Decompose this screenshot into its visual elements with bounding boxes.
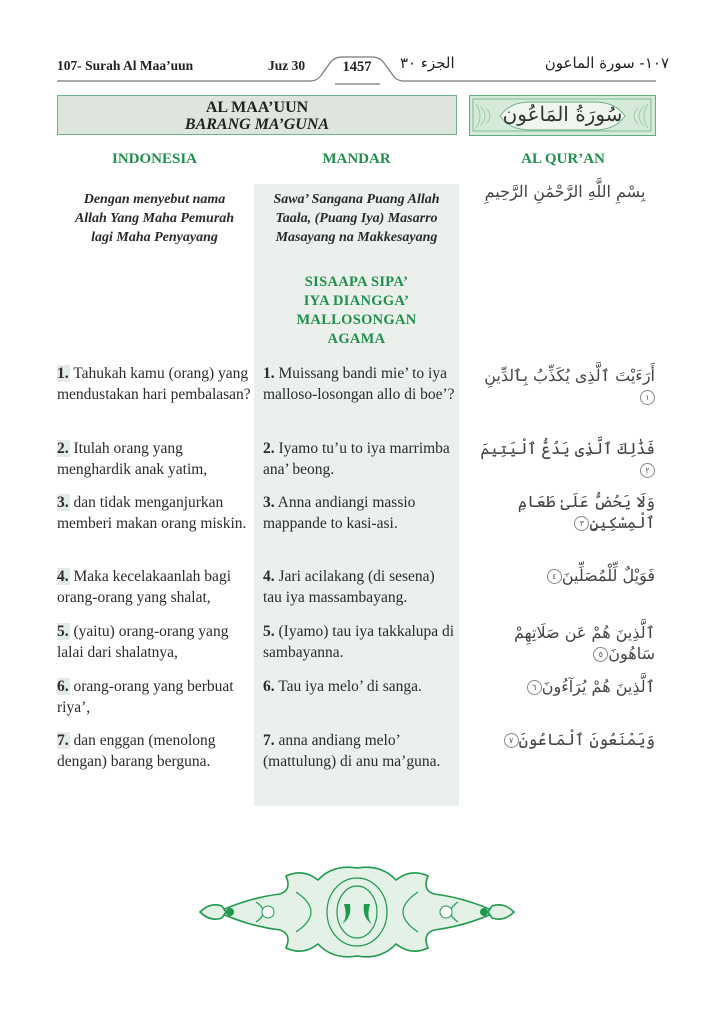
verse-text: وَلَا يَحُضُّ عَلَىٰ طَعَامِ ٱلْمِسْكِينِ	[517, 492, 655, 532]
ayah-number-icon: ٣	[574, 516, 589, 531]
floral-ornament-icon	[196, 862, 518, 962]
verse-mandar-1	[263, 364, 455, 405]
verse-text: وَيَمْنَعُونَ ٱلْمَاعُونَ	[518, 730, 655, 749]
title-box	[57, 95, 457, 135]
verse-number: 6.	[263, 678, 275, 695]
ayah-number-icon: ٧	[504, 733, 519, 748]
verse-mandar-4	[263, 567, 455, 608]
surah-subtitle: BARANG MA’GUNA	[184, 116, 330, 133]
verse-mandar-2	[263, 439, 455, 480]
verse-number: 5.	[263, 623, 275, 640]
verse-indonesia-7	[57, 731, 252, 772]
verse-number: 4.	[57, 568, 69, 585]
verse-indonesia-6	[57, 677, 252, 718]
verse-text: أَرَءَيْتَ ٱلَّذِى يُكَذِّبُ بِٱلدِّينِ	[484, 366, 655, 385]
verse-text: Tahukah kamu (orang) yang mendustakan hari pembalasan?	[57, 365, 251, 403]
surah-name-cartouche	[469, 95, 656, 136]
ayah-number-icon: ١	[640, 390, 655, 405]
verse-text: (yaitu) orang-orang yang lalai dari shalatnya,	[57, 623, 229, 661]
subheading-line: AGAMA	[327, 331, 386, 347]
surah-label: 107- Surah Al Maa’uun	[57, 58, 194, 73]
verse-number: 2.	[263, 440, 275, 457]
verse-text: فَذَٰلِكَ ٱلَّذِى يَدُعُّ ٱلْيَتِيمَ	[480, 439, 655, 458]
verse-indonesia-3	[57, 493, 252, 534]
verse-arabic-4	[470, 566, 655, 587]
verse-number: 1.	[57, 365, 69, 382]
verse-text: Jari acilakang (di sesena) tau iya massambayang.	[263, 568, 435, 606]
intro-line: Masayang na Makkesayang	[275, 230, 438, 245]
intro-line: Allah Yang Maha Pemurah	[74, 211, 235, 226]
verse-arabic-5	[470, 623, 655, 664]
verse-text: ٱلَّذِينَ هُمْ عَن صَلَاتِهِمْ سَاهُونَ	[514, 623, 655, 663]
basmala-mandar	[254, 190, 459, 247]
intro-line: Taala, (Puang Iya) Masarro	[275, 211, 438, 226]
verse-number: 1.	[263, 365, 275, 382]
verse-text: Iyamo tu’u to iya marrimba ana’ beong.	[263, 440, 450, 478]
ayah-number-icon: ٦	[527, 680, 542, 695]
verse-text: Itulah orang yang menghardik anak yatim,	[57, 440, 208, 478]
verse-mandar-5	[263, 622, 455, 663]
subheading-line: SISAAPA SIPA’	[304, 274, 409, 290]
basmala-indonesia	[57, 190, 252, 247]
verse-number: 7.	[57, 732, 69, 749]
verse-number: 4.	[263, 568, 275, 585]
verse-text: orang-orang yang berbuat riya’,	[57, 678, 234, 716]
ayah-number-icon: ٤	[547, 569, 562, 584]
verse-text: anna andiang melo’ (mattulung) di anu ma’guna.	[263, 732, 441, 770]
verse-arabic-7	[470, 730, 655, 751]
verse-text: dan tidak menganjurkan memberi makan orang miskin.	[57, 494, 247, 532]
verse-number: 7.	[263, 732, 275, 749]
verse-arabic-3	[470, 492, 655, 533]
verse-arabic-1	[470, 366, 655, 407]
verse-number: 3.	[57, 494, 69, 511]
intro-line: Dengan menyebut nama	[83, 192, 226, 207]
surah-title: AL MAA’UUN	[205, 99, 309, 116]
verse-text: فَوَيْلٌ لِّلْمُصَلِّينَ	[561, 566, 655, 585]
verse-text: Anna andiangi massio mappande to kasi-asi.	[263, 494, 416, 532]
surah-name-arabic: سُورَةُ المَاعُون	[502, 102, 623, 126]
header-rule	[0, 0, 713, 90]
juz-label-arabic: الجزء ٣٠	[400, 54, 455, 72]
verse-text: Tau iya melo’ di sanga.	[278, 678, 422, 695]
page-number: 1457	[342, 59, 372, 75]
verse-number: 6.	[57, 678, 69, 695]
verse-mandar-3	[263, 493, 455, 534]
verse-number: 3.	[263, 494, 275, 511]
verse-text: ٱلَّذِينَ هُمْ يُرَآءُونَ	[541, 677, 655, 696]
verse-mandar-7	[263, 731, 455, 772]
subheading-line: MALLOSONGAN	[296, 312, 417, 328]
verse-text: (Iyamo) tau iya takkalupa di sambayanna.	[263, 623, 455, 661]
verse-indonesia-4	[57, 567, 252, 608]
basmala-arabic: بِسْمِ اللَّهِ الرَّحْمَٰنِ الرَّحِيمِ	[484, 182, 646, 201]
subheading-line: IYA DIANGGA’	[303, 293, 410, 309]
verse-number: 2.	[57, 440, 69, 457]
verse-mandar-6	[263, 677, 455, 698]
mandar-surah-heading	[254, 273, 459, 349]
verse-text: dan enggan (menolong dengan) barang berguna.	[57, 732, 216, 770]
verse-number: 5.	[57, 623, 69, 640]
verse-arabic-2	[470, 439, 655, 480]
verse-indonesia-2	[57, 439, 252, 480]
verse-arabic-6	[470, 677, 655, 698]
verse-text: Muissang bandi mie’ to iya malloso-losongan allo di boe’?	[263, 365, 455, 403]
verse-indonesia-5	[57, 622, 252, 663]
column-heading-indonesia: INDONESIA	[111, 151, 198, 167]
verse-indonesia-1	[57, 364, 252, 405]
running-header	[0, 0, 713, 90]
column-heading-mandar: MANDAR	[322, 151, 391, 167]
intro-line: Sawa’ Sangana Puang Allah	[273, 192, 440, 207]
intro-line: lagi Maha Penyayang	[91, 230, 218, 245]
ayah-number-icon: ٢	[640, 463, 655, 478]
column-heading-quran: AL QUR’AN	[521, 151, 605, 167]
surah-label-arabic: ١٠٧- سورة الماعون	[544, 54, 669, 72]
verse-text: Maka kecelakaanlah bagi orang-orang yang shalat,	[57, 568, 231, 606]
juz-label: Juz 30	[268, 58, 306, 73]
ayah-number-icon: ٥	[593, 647, 608, 662]
